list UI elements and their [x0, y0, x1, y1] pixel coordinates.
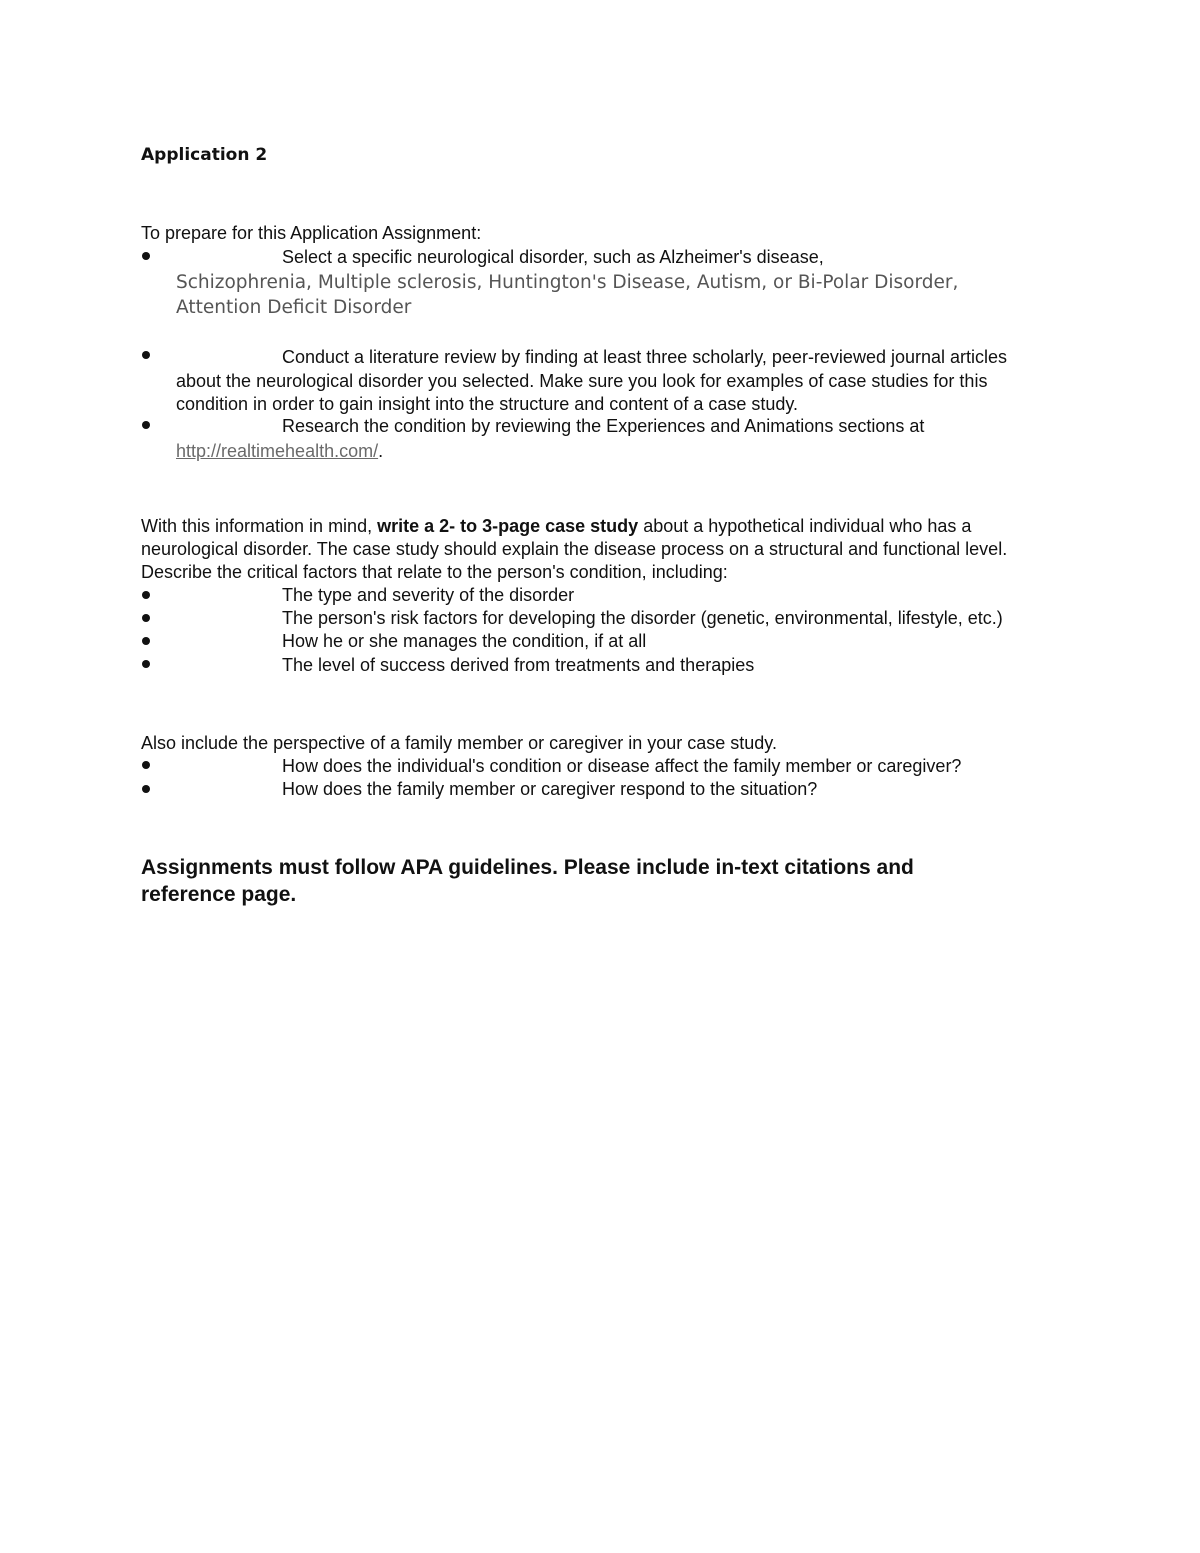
- prep-item-3-line-2: [176, 440, 383, 463]
- prep-item-2-line-3: condition in order to gain insight into the structure and content of a case study.: [176, 394, 799, 414]
- prep-item-1-line-1: Select a specific neurological disorder, such as Alzheimer's disease,: [282, 247, 824, 267]
- final-note-line-2: reference page.: [141, 883, 297, 906]
- bullet: [142, 761, 150, 769]
- case-study-line-3: Describe the critical factors that relate to the person's condition, including:: [141, 562, 728, 582]
- bullet: [142, 421, 150, 429]
- document-title: Application 2: [141, 145, 268, 165]
- case-study-line-1-pre: With this information in mind,: [141, 516, 378, 536]
- case-study-line-1-post: about a hypothetical individual who has a: [638, 516, 972, 536]
- bullet: [142, 660, 150, 668]
- prep-item-2-line-2: about the neurological disorder you selected. Make sure you look for examples of case studies for this: [176, 371, 988, 391]
- case-study-emphasis: write a 2- to 3-page case study: [377, 516, 639, 536]
- bullet: [142, 351, 150, 359]
- bullet: [142, 591, 150, 599]
- prep-item-2-line-1: Conduct a literature review by finding at least three scholarly, peer-reviewed journal articles: [282, 347, 1008, 367]
- case-study-line-2: neurological disorder. The case study should explain the disease process on a structural and functional level.: [141, 539, 1008, 559]
- bullet: [142, 614, 150, 622]
- realtimehealth-link[interactable]: http://realtimehealth.com/: [176, 441, 379, 461]
- perspective-question: How does the family member or caregiver respond to the situation?: [282, 779, 818, 799]
- final-note-line-1: Assignments must follow APA guidelines. Please include in-text citations and: [141, 856, 914, 879]
- prep-intro: To prepare for this Application Assignment:: [141, 223, 482, 243]
- perspective-intro: Also include the perspective of a family member or caregiver in your case study.: [141, 733, 777, 753]
- factor-item: The level of success derived from treatments and therapies: [282, 655, 755, 675]
- factor-item: How he or she manages the condition, if at all: [282, 631, 647, 651]
- prep-item-1-line-3: Attention Deficit Disorder: [176, 297, 412, 318]
- link-trailing-period: .: [378, 441, 384, 461]
- bullet: [142, 785, 150, 793]
- factor-item: The person's risk factors for developing the disorder (genetic, environmental, lifestyle, etc.): [282, 608, 1003, 628]
- factor-item: The type and severity of the disorder: [282, 585, 575, 605]
- perspective-question: How does the individual's condition or disease affect the family member or caregiver?: [282, 756, 962, 776]
- bullet: [142, 252, 150, 260]
- case-study-line-1: [141, 515, 971, 538]
- prep-item-1-line-2: Schizophrenia, Multiple sclerosis, Huntington's Disease, Autism, or Bi-Polar Disorder,: [176, 272, 959, 293]
- prep-item-3-line-1: Research the condition by reviewing the Experiences and Animations sections at: [282, 416, 925, 436]
- bullet: [142, 637, 150, 645]
